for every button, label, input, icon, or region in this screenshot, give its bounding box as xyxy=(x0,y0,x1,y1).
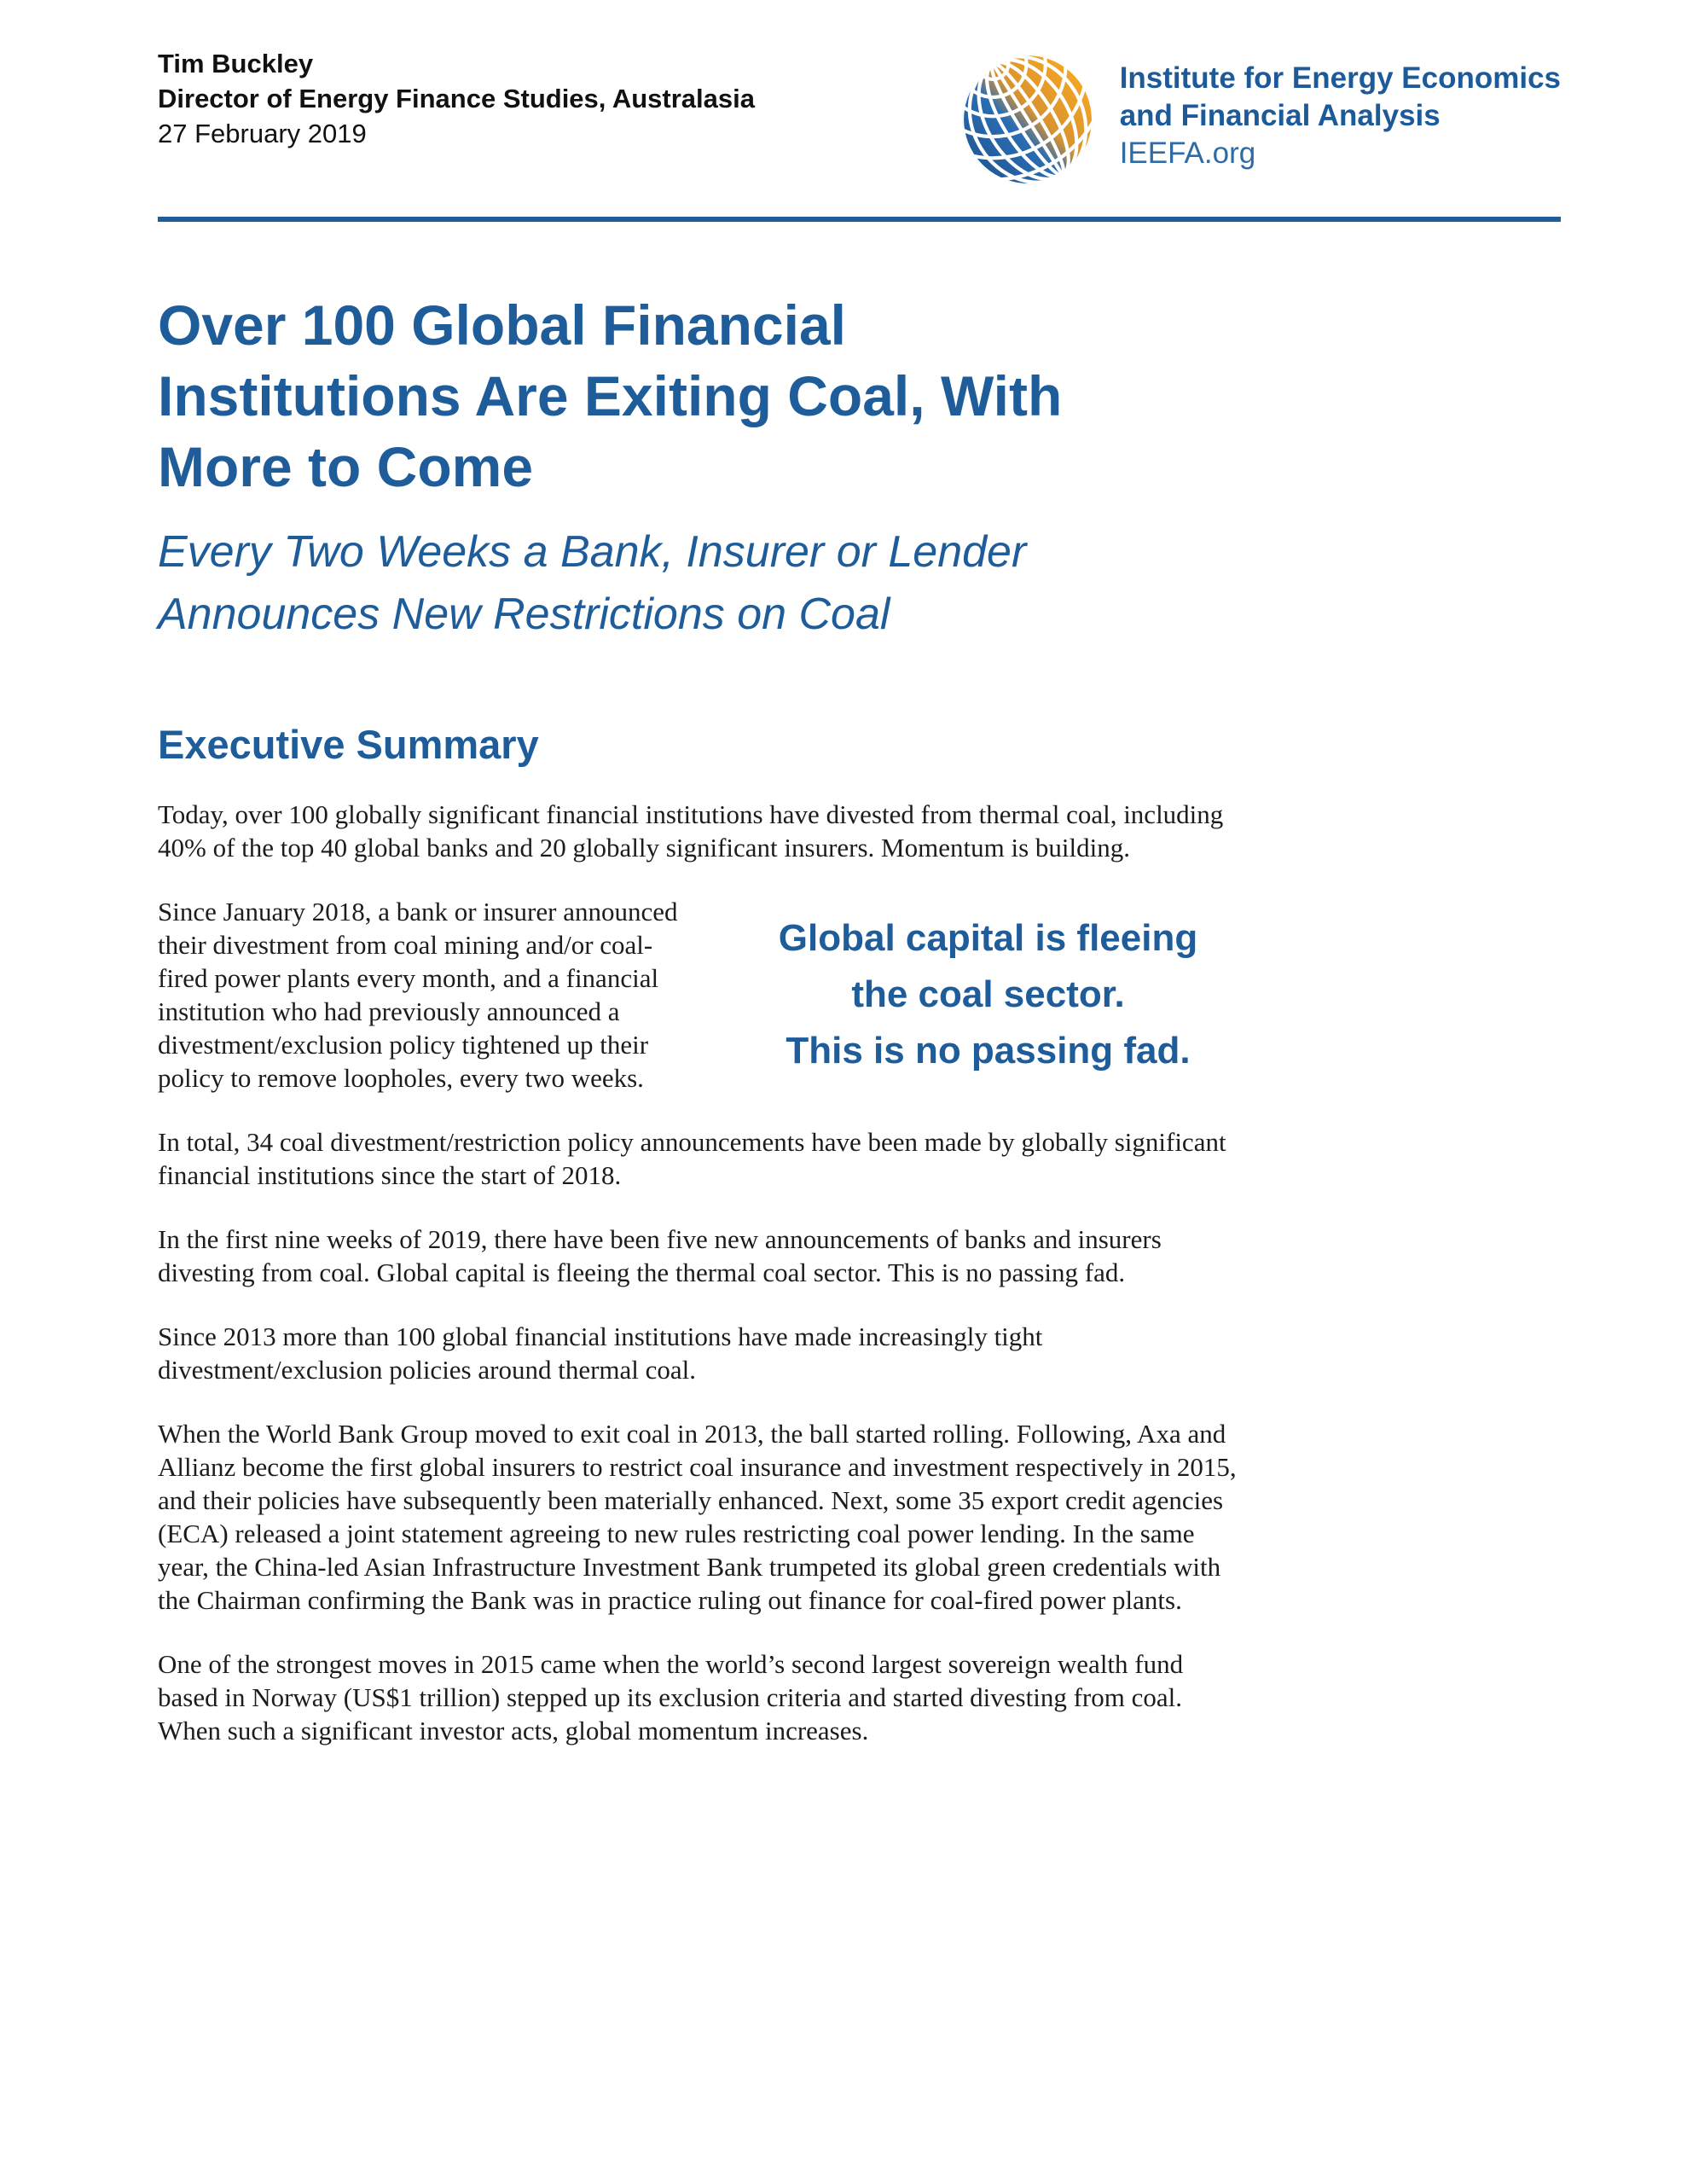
report-subtitle-line2: Announces New Restrictions on Coal xyxy=(158,590,890,639)
logo-org-line1: Institute for Energy Economics xyxy=(1119,61,1561,95)
paragraph-6: When the World Bank Group moved to exit coal in 2013, the ball started rolling. Following, Axa and Allianz become the first global insurers to restrict coal insurance and investment respectively in 2015, and their policies have subsequently been materially enhanced. Next, some 35 export credit agencies (ECA) released a joint statement agreeing to new rules restricting coal power lending. In the same year, the China-led Asian Infrastructure Investment Bank trumpeted its global green credentials with the Chairman confirming the Bank was in practice ruling out finance for coal-fired power plants. xyxy=(158,1419,1237,1615)
paragraph-1: Today, over 100 globally significant financial institutions have divested from thermal coal, including 40% of the top 40 global banks and 20 globally significant insurers. Momentum is building. xyxy=(158,799,1224,863)
pull-quote-line1: Global capital is fleeing xyxy=(778,917,1198,959)
paragraph-2: Since January 2018, a bank or insurer announced their divestment from coal mining and/or coal-fired power plants every month, and a financial institution who had previously announced a divestment/exclusion policy tightened up their policy to remove loopholes, every two weeks. xyxy=(158,897,678,1093)
author-block xyxy=(158,46,755,151)
ieefa-logo xyxy=(954,48,1561,191)
report-title-line3: More to Come xyxy=(158,435,534,498)
document-date: 27 February 2019 xyxy=(158,119,367,148)
report-title-line2: Institutions Are Exiting Coal, With xyxy=(158,364,1063,427)
logo-site-url: IEEFA.org xyxy=(1119,136,1256,170)
paragraph-7: One of the strongest moves in 2015 came when the world’s second largest sovereign wealth fund based in Norway (US$1 trillion) stepped up its exclusion criteria and started divesting from coal. When such a significant investor acts, global momentum increases. xyxy=(158,1649,1184,1745)
paragraph-4: In the first nine weeks of 2019, there have been five new announcements of banks and insurers divesting from coal. Global capital is fleeing the thermal coal sector. This is no passing fad. xyxy=(158,1224,1162,1287)
pull-quote-line3: This is no passing fad. xyxy=(786,1030,1191,1072)
two-column-block xyxy=(158,895,1245,1095)
report-title-line1: Over 100 Global Financial xyxy=(158,293,846,357)
report-subtitle-line1: Every Two Weeks a Bank, Insurer or Lender xyxy=(158,527,1027,577)
pull-quote-line2: the coal sector. xyxy=(851,973,1125,1015)
pull-quote xyxy=(680,910,1245,1079)
globe-icon xyxy=(954,48,1101,191)
report-body xyxy=(158,290,1245,1747)
author-title: Director of Energy Finance Studies, Australasia xyxy=(158,84,755,113)
report-title xyxy=(158,290,1245,502)
logo-org-line2: and Financial Analysis xyxy=(1119,99,1441,132)
section-heading-executive-summary: Executive Summary xyxy=(158,722,539,767)
report-subtitle xyxy=(158,521,1245,646)
author-name: Tim Buckley xyxy=(158,49,314,78)
paragraph-5: Since 2013 more than 100 global financial institutions have made increasingly tight divestment/exclusion policies around thermal coal. xyxy=(158,1321,1043,1385)
document-header xyxy=(0,0,1687,191)
logo-wordmark xyxy=(1120,48,1561,172)
header-divider-rule xyxy=(158,217,1561,222)
paragraph-3: In total, 34 coal divestment/restriction policy announcements have been made by globally significant financial institutions since the start of 2018. xyxy=(158,1127,1226,1190)
